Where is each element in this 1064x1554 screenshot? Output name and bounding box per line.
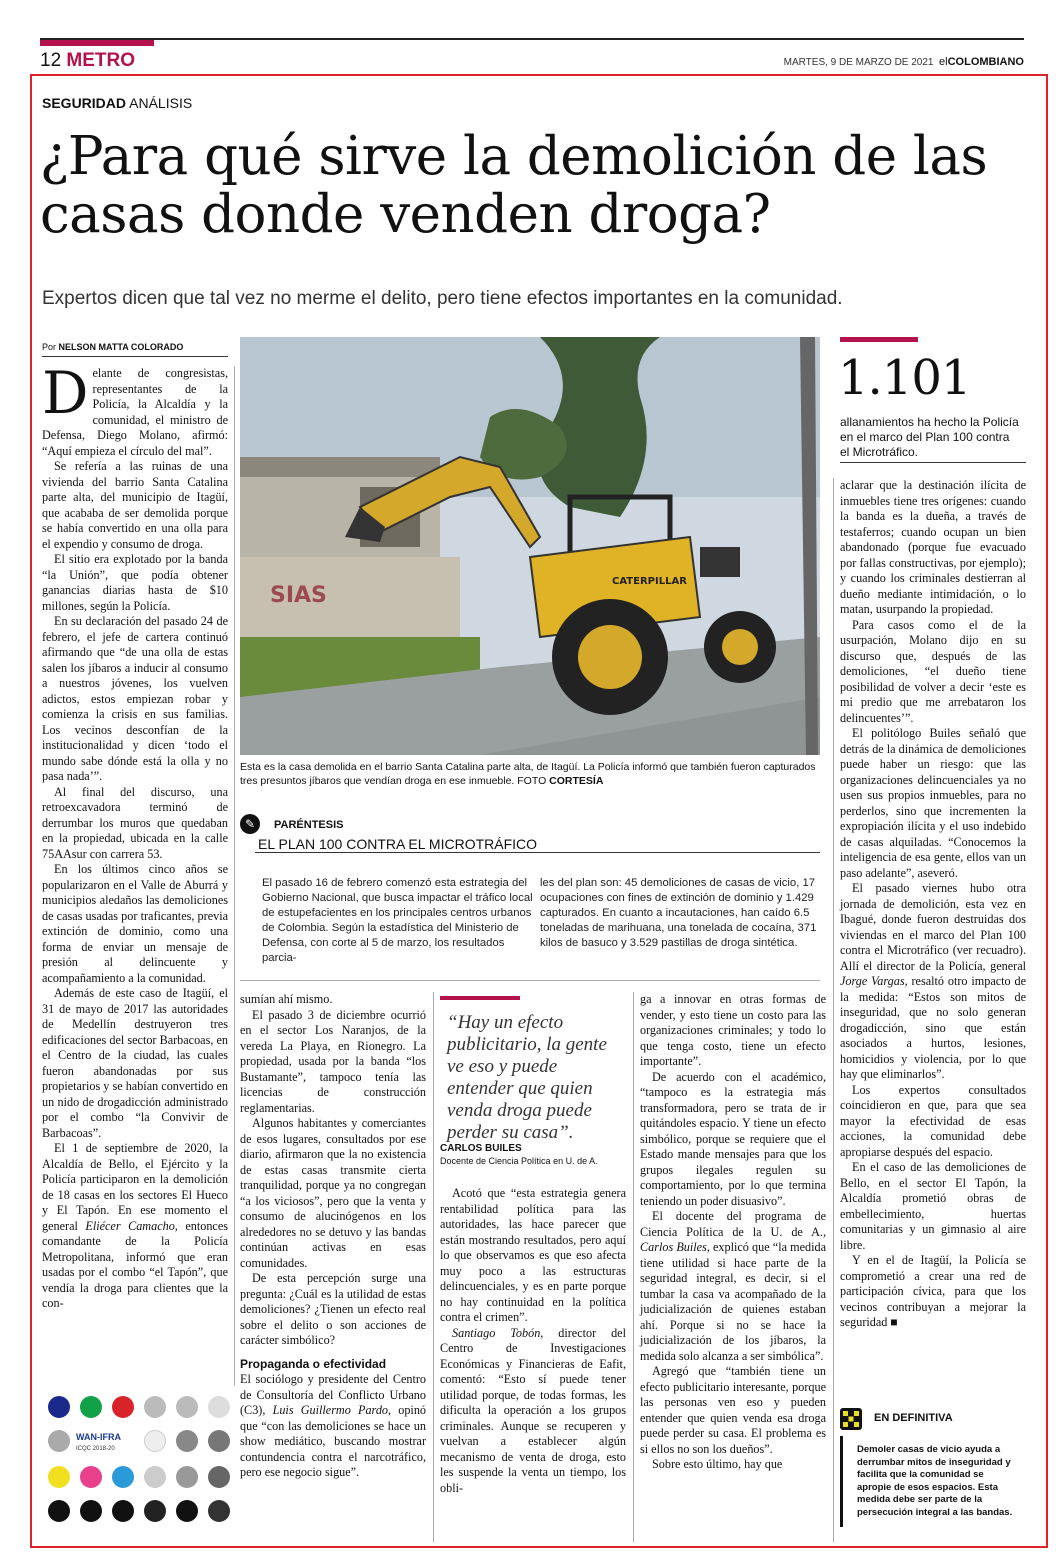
- parentesis-left: El pasado 16 de febrero comenzó esta estrategia del Gobierno Nacional, que busca impactar el tráfico local de estupefacientes en los principales centros urbanos de Colombia. Según la estadística del Ministerio de Defensa, con corte al 5 de marzo, los resultados parcia-: [262, 877, 533, 964]
- paragraph: De esta percepción surge una pregunta: ¿Cuál es la utilidad de estas demoliciones? ¿Tienen un efecto real sobre el delito o son acciones de carácter simbólico?: [240, 1271, 426, 1347]
- paragraph: Agregó que “también tiene un efecto publicitario interesante, porque las personas ven eso y pueden entender que quien venda esa droga puede perder su casa. El problema es si ellos no son los dueños”.: [640, 1364, 826, 1456]
- stat-accent-bar: [840, 337, 918, 342]
- kicker: SEGURIDAD ANÁLISIS: [42, 95, 193, 111]
- byline-rule: [42, 356, 228, 357]
- column-rule: [833, 478, 834, 1542]
- photo-caption: Esta es la casa demolida en el barrio Santa Catalina parte alta, de Itagüí. La Policía informó que también fueron capturados tres presuntos jíbaros que vendían droga en ese inmueble. FOTO CORTESÍA: [240, 761, 816, 787]
- icqc-label: ICQC 2018-20: [76, 1446, 115, 1452]
- paragraph: Delante de congresistas, representantes de la Policía, la Alcaldía y la comunidad, el ministro de Defensa, Diego Molano, afirmó: “Aquí empieza el círculo del mal”.: [42, 359, 228, 458]
- checker-icon: [840, 1408, 862, 1430]
- paragraph: Al final del discurso, una retroexcavadora terminó de derrumbar los muros que quedaban en la propiedad, ubicada en la calle 75AAsur con carrera 53.: [42, 784, 228, 861]
- column-3: [440, 1186, 626, 1496]
- dateline: MARTES, 9 DE MARZO DE 2021 elCOLOMBIANO: [783, 56, 1024, 68]
- paper-name: COLOMBIANO: [947, 56, 1024, 68]
- byline: Por NELSON MATTA COLORADO: [42, 342, 184, 352]
- paragraph: De acuerdo con el académico, “tampoco es la estrategia más transformadora, pero se trata de ir quitándoles espacio. Y tiene un efecto simbólico, porque se requiere que el Estado mande mensajes para que los grupos ilegales regulen su comportamiento, por lo que termina teniendo un poder disuasivo”.: [640, 1069, 826, 1208]
- parentesis-right: les del plan son: 45 demoliciones de casas de vicio, 17 ocupaciones con fines de extinción de dominio y 1.429 capturados. En cuanto a incautaciones, han caído 6.5 toneladas de marihuana, una tonelada de cocaína, 371 kilos de basuco y 3.529 pastillas de droga sintética.: [540, 877, 817, 949]
- parentesis-label: PARÉNTESIS: [274, 819, 344, 831]
- paragraph: Y en el de Itagüí, la Policía se comprometió a crear una red de participación cívica, para que los vecinos contribuyan a mejorar la seguridad ■: [840, 1253, 1026, 1329]
- section-color-bar: [40, 40, 154, 46]
- paragraph: Además de este caso de Itagüí, el 31 de mayo de 2017 las autoridades de Medellín destruyeron tres edificaciones del sector Barbacoas, en el Centro de la ciudad, las cuales fueron abandonadas por sus propietarios y se habían convertido en un nido de drogadicción administrado por el combo “la Convivir de Barbacoas”.: [42, 986, 228, 1140]
- paragraph: Para casos como el de la usurpación, Molano dijo en su discurso que, después de las demoliciones, “el dueño tiene posibilidad de volver a decir ‘este es mi predio que me arrebataron los delincuentes’”.: [840, 617, 1026, 725]
- parentesis-title: EL PLAN 100 CONTRA EL MICROTRÁFICO: [258, 836, 538, 852]
- color-calibration-bar: [42, 1394, 230, 1544]
- paragraph: En los últimos cinco años se popularizaron en el Valle de Aburrá y municipios aledaños las demoliciones de casas usadas por traficantes, previa extinción de dominio, como una forma de enviar un mensaje de presión al delincuente y acompañamiento a la comunidad.: [42, 862, 228, 985]
- svg-text:SIAS: SIAS: [270, 583, 327, 608]
- section-name: METRO: [66, 50, 136, 71]
- svg-text:CATERPILLAR: CATERPILLAR: [612, 576, 687, 587]
- column-rule: [234, 366, 235, 1386]
- quote-author-role: Docente de Ciencia Política en U. de A.: [440, 1156, 598, 1166]
- stat-rule: [840, 462, 1026, 463]
- paragraph: En el caso de las demoliciones de Bello, en el sector El Tapón, la Alcaldía prometió obras de embellecimiento, huertas comunitarias y un gimnasio al aire libre.: [840, 1160, 1026, 1252]
- pull-quote: “Hay un efecto publicitario, la gente ve eso y puede entender que quien venda droga puede perder su casa”.: [447, 1012, 607, 1143]
- headline: ¿Para qué sirve la demolición de las casas donde venden droga?: [40, 126, 988, 245]
- column-5: [840, 478, 1026, 1331]
- paragraph: El pasado viernes hubo otra jornada de demolición, esta vez en Ibagué, donde fueron destruidas dos viviendas en el marco del Plan 100 contra el Microtráfico (ver recuadro). Allí el director de la Policía, general Jorge Vargas, resaltó otro impacto de la medida: “Estos son mitos de inseguridad, que no solo generan drogadicción, sino que están asociados a hurtos, lesiones, homicidios y violencia, por lo que hay que eliminarlos”.: [840, 881, 1026, 1081]
- paragraph: El sociólogo y presidente del Centro de Consultoría del Conflicto Urbano (C3), Luis Guillermo Pardo, opinó que “con las demoliciones se hace un show mediático, buscando mostrar contundencia contra el narcotráfico, pero ese negocio sigue”.: [240, 1372, 427, 1479]
- column-rule: [633, 992, 634, 1542]
- paragraph: El sitio era explotado por la banda “la Unión”, que podía obtener ganancias diarias hasta de $10 millones, según la Policía.: [42, 552, 228, 613]
- demolition-photo: [240, 337, 820, 755]
- paragraph: Los expertos consultados coincidieron en que, para que sea mayor la efectividad de esas acciones, la comunidad debe apropiarse después del espacio.: [840, 1082, 1026, 1159]
- paragraph: Acotó que “esta estrategia genera rentabilidad política para las autoridades, las hace parecer que están mostrando resultados, pero aquí lo que observamos es que eso afecta muy poco a las estructuras delincuenciales, y es en parte porque no hay continuidad en la política contra el crimen”.: [440, 1186, 626, 1324]
- parentesis-bottom-rule: [240, 980, 820, 981]
- top-rule: [40, 38, 1024, 40]
- paragraph: Santiago Tobón, director del Centro de Investigaciones Económicas y Financieras de Eafit, comentó: “Esto sí puede tener utilidad porque, de todas formas, les dificulta la operación a los grupos criminales. Aunque se recuperen y vuelvan a establecer algún mecanismo de venta de droga, esto les suspende la venta un tiempo, los obli-: [440, 1325, 626, 1495]
- column-rule: [433, 992, 434, 1542]
- column-4: [640, 992, 826, 1473]
- paragraph: Algunos habitantes y comerciantes de esos lugares, consultados por ese diario, afirmaron que la no existencia de estas casas transmite cierta tranquilidad, porque ya no congregan “a los viciosos”, pero que la venta y consumo de alucinógenos en los alrededores no se detuvo y las bandas continúan activas en esas comunidades.: [240, 1116, 426, 1270]
- stat-text: allanamientos ha hecho la Policía en el marco del Plan 100 contra el Microtráfico.: [840, 415, 1019, 459]
- paragraph: En su declaración del pasado 24 de febrero, el jefe de cartera continuó afirmando que “de una olla de estas salen los jíbaros a inducir al consumo a nuestros jóvenes, los vuelven adictos, estos empiezan robar y comienza la crisis en sus familias. Los vecinos desconfían de la institucionalidad y dicen ‘todo el mundo sabe dónde está la olla y no pasa nada’”.: [42, 614, 228, 783]
- en-definitiva-label: EN DEFINITIVA: [874, 1412, 953, 1424]
- paragraph: ga a innovar en otras formas de vender, y esto tiene un costo para las organizaciones criminales; y todo lo que tenga costo, tiene un efecto importante”.: [640, 992, 826, 1068]
- paragraph: aclarar que la destinación ilícita de inmuebles tiene tres orígenes: cuando la banda es la dueña, a través de testaferros; cuando ocupan un bien abandonado (porque fue evacuado por fallas constructivas, por ejemplo); y cuando los criminales destierran al dueño mediante intimidación, o lo matan, usurpando la propiedad.: [840, 478, 1026, 616]
- paragraph: sumían ahí mismo.: [240, 992, 333, 1006]
- wan-ifra-logo: WAN-IFRA: [76, 1432, 121, 1442]
- en-definitiva-text: Demoler casas de vicio ayuda a derrumbar mitos de inseguridad y facilita que la comunidad se apropie de esos espacios. Esta medida debe ser parte de la persecución integral a las bandas.: [840, 1436, 1026, 1527]
- subhead: Propaganda o efectividad: [240, 1356, 387, 1371]
- column-1: [42, 359, 228, 1312]
- page-number: 12 METRO: [40, 50, 136, 71]
- drop-cap: D: [42, 359, 89, 427]
- paragraph: Se refería a las ruinas de una vivienda del barrio Santa Catalina parte alta, del municipio de Itagüí, que acababa de ser demolida porque se había convertido en una olla para el expendio y consumo de droga.: [42, 459, 228, 551]
- photo-illustration: [240, 337, 820, 755]
- paragraph: El 1 de septiembre de 2020, la Alcaldía de Bello, el Ejército y la Policía participaron en la demolición de 18 casas en los sectores El Hueco y El Tapón. En ese momento el general Eliécer Camacho, entonces comandante de la Policía Metropolitana, informó que eran usadas por el combo “el Tapón”, que vendía la droga para clientes que la con-: [42, 1141, 228, 1310]
- paragraph: El docente del programa de Ciencia Política de la U. de A., Carlos Builes, explicó que “la medida tiene utilidad si hace parte de la seguridad integral, es decir, si el tumbar la casa va acompañado de la judicialización de quienes estaban ahí. Porque si no se hace la judicialización de los jíbaros, la medida solo alcanza a ser simbólica”.: [640, 1209, 827, 1363]
- column-2: [240, 992, 426, 1481]
- paragraph: Sobre esto último, hay que: [652, 1457, 783, 1471]
- quote-author: CARLOS BUILES: [440, 1143, 522, 1154]
- parentesis-rule: [255, 852, 820, 853]
- stat-number: 1.101: [838, 350, 971, 406]
- pencil-icon: ✎: [240, 814, 260, 834]
- paragraph: El pasado 3 de diciembre ocurrió en el sector Los Naranjos, de la vereda La Playa, en Rionegro. La propiedad, usada por la banda “los Bustamante”, tampoco tenía las licencias de construcción reglamentarias.: [240, 1007, 426, 1115]
- quote-accent-bar: [440, 996, 520, 1000]
- deck: Expertos dicen que tal vez no merme el delito, pero tiene efectos importantes en la comunidad.: [42, 288, 843, 309]
- paragraph: El politólogo Builes señaló que detrás de la dinámica de demoliciones puede haber un riesgo: que las organizaciones delincuenciales ya no usen sus propios inmuebles, para no perderlos, sino que incrementen la expropiación ilícita y el uso indebido de casas alquiladas. “Conocemos la inteligencia de esa gente, ellos van un paso adelante”, aseveró.: [840, 726, 1026, 880]
